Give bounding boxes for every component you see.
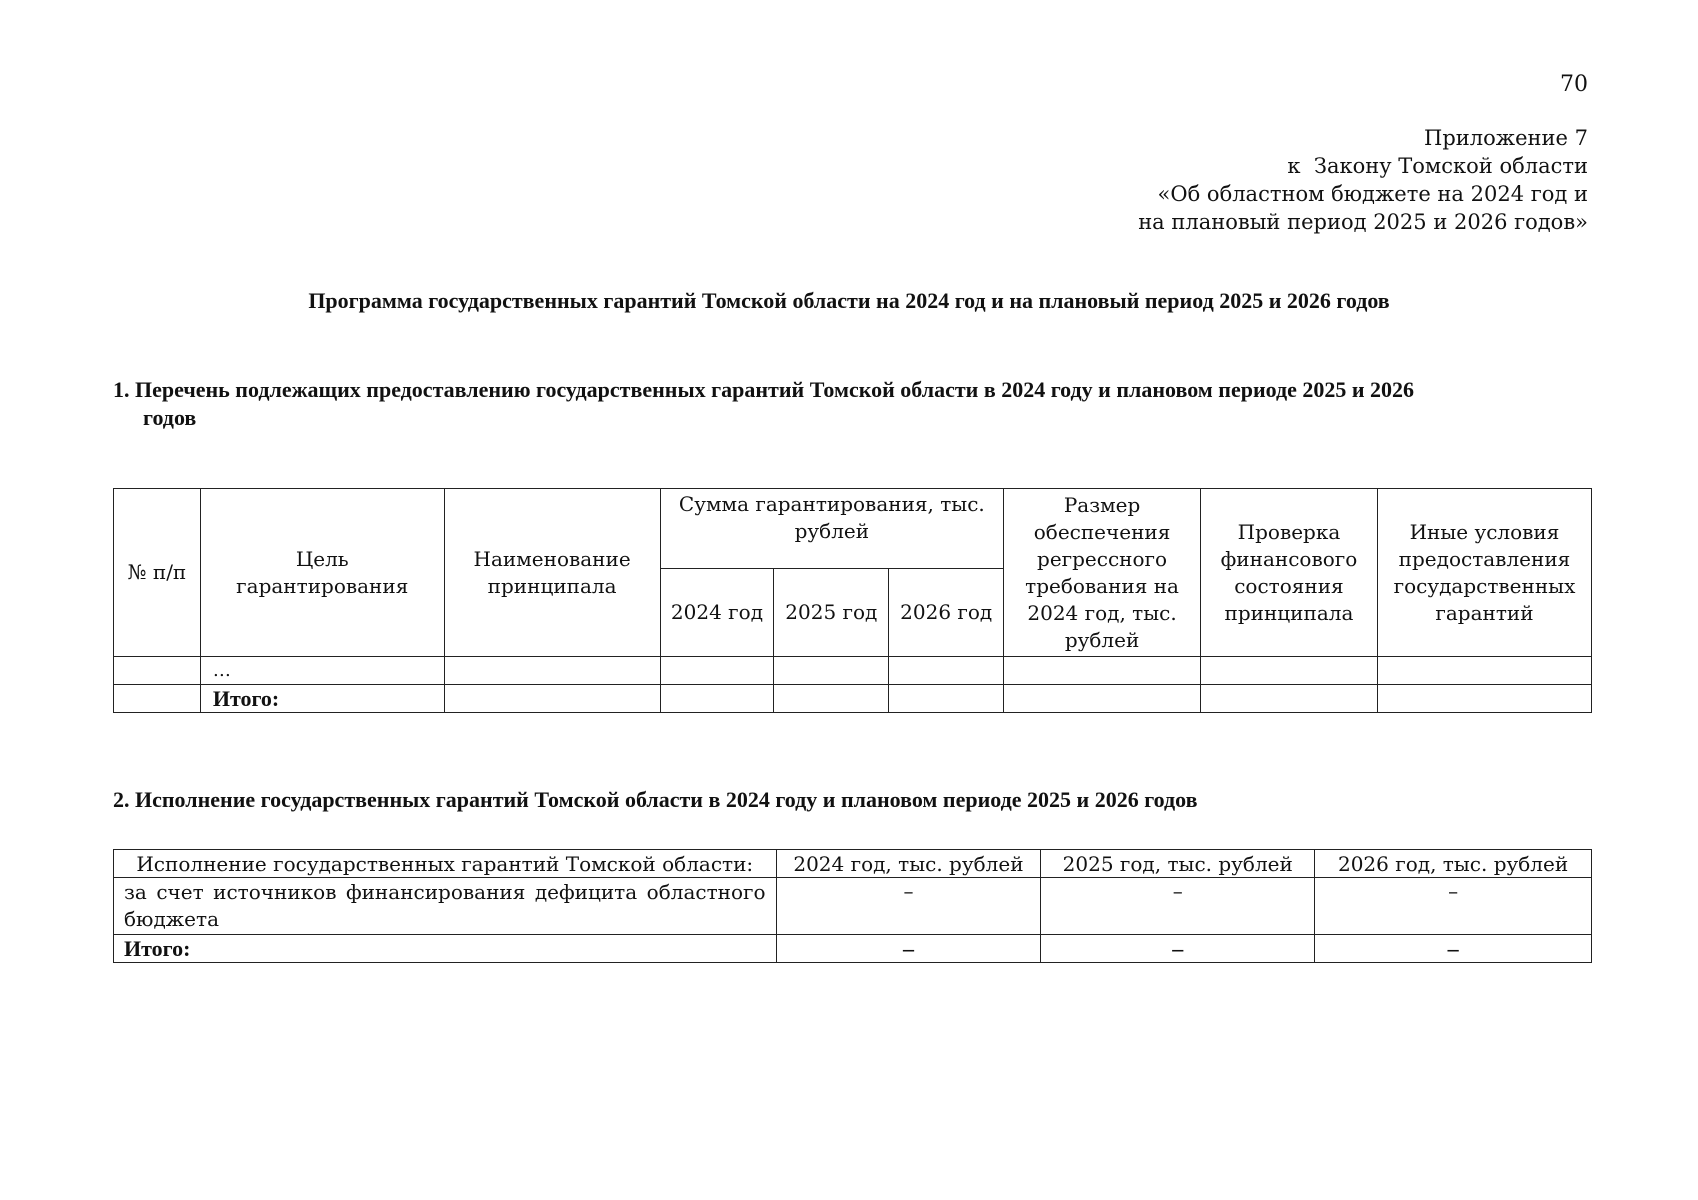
section-1-heading-line-2: годов [143,405,197,430]
table-header-row [114,850,1592,878]
cell [444,657,660,685]
header-2024: 2024 год, тыс. рублей [776,850,1041,878]
value-2025: – [1041,878,1315,935]
cell [1004,685,1201,713]
total-label: Итого: [200,685,444,713]
guarantees-list-table [113,488,1592,713]
header-guarantee-sum: Сумма гарантирования, тыс. рублей [660,489,1004,569]
header-other-conditions: Иные условия предоставления государственных гарантий [1377,489,1591,657]
ellipsis-cell: … [200,657,444,685]
section-1-heading-line-1: 1. Перечень подлежащих предоставлению государственных гарантий Томской области в 2024 году и плановом периоде 2025 и 2026 [113,377,1415,402]
value-2024: – [776,878,1041,935]
value-2026: – [1315,878,1592,935]
section-1-heading [113,376,1593,432]
table-row [114,657,1592,685]
header-principal: Наименование принципала [444,489,660,657]
section-2-heading: 2. Исполнение государственных гарантий Томской области в 2024 году и плановом периоде 2025 и 2026 годов [113,787,1198,812]
appendix-line-2: к Закону Томской области [1287,154,1588,178]
header-2025: 2025 год, тыс. рублей [1041,850,1315,878]
cell [889,657,1004,685]
appendix-header [1138,124,1588,236]
total-2024: – [776,935,1041,963]
header-execution: Исполнение государственных гарантий Томской области: [114,850,777,878]
total-row [114,685,1592,713]
header-number: № п/п [114,489,201,657]
header-2026: 2026 год, тыс. рублей [1315,850,1592,878]
cell [1200,657,1377,685]
total-2026: – [1315,935,1592,963]
cell [114,685,201,713]
cell [1377,657,1591,685]
cell [114,657,201,685]
cell [774,685,889,713]
total-2025: – [1041,935,1315,963]
cell [1377,685,1591,713]
table-header-row [114,489,1592,569]
header-financial-check: Проверка финансового состояния принципала [1200,489,1377,657]
cell [660,685,774,713]
header-2025: 2025 год [774,569,889,657]
cell [1004,657,1201,685]
page-number: 70 [1560,72,1588,97]
appendix-line-1: Приложение 7 [1424,126,1588,150]
appendix-line-4: на плановый период 2025 и 2026 годов» [1138,210,1588,234]
header-regress-size: Размер обеспечения регрессного требования на 2024 год, тыс. рублей [1004,489,1201,657]
cell [1200,685,1377,713]
total-label: Итого: [114,935,777,963]
total-row [114,935,1592,963]
appendix-line-3: «Об областном бюджете на 2024 год и [1157,182,1588,206]
header-2024: 2024 год [660,569,774,657]
document-title: Программа государственных гарантий Томской области на 2024 год и на плановый период 2025 и 2026 годов [308,288,1390,313]
cell [889,685,1004,713]
cell [660,657,774,685]
header-goal: Цель гарантирования [200,489,444,657]
cell [774,657,889,685]
cell [444,685,660,713]
row-label: за счет источников финансирования дефицита областного бюджета [114,878,777,935]
header-2026: 2026 год [889,569,1004,657]
table-row [114,878,1592,935]
guarantees-execution-table [113,849,1592,963]
